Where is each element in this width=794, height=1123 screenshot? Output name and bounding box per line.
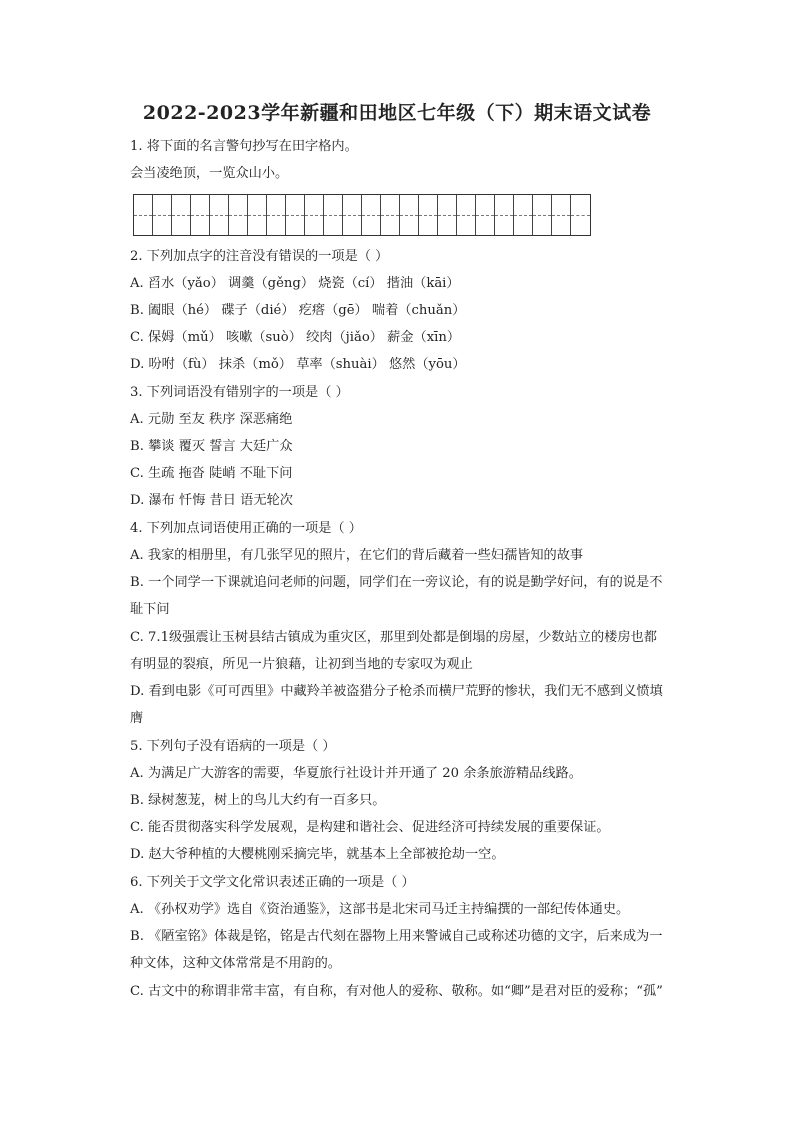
- grid-cell: [153, 195, 172, 235]
- grid-cell: [191, 195, 210, 235]
- line-q2-c: C. 保姆（mǔ） 咳嗽（suò） 绞肉（jiǎo） 薪金（xīn）: [130, 330, 461, 345]
- line-q6-b: B. 《陋室铭》体裁是铭，铭是古代刻在器物上用来警诫自己或称述功德的文字，后来成为一: [130, 929, 663, 944]
- line-q6-c: C. 古文中的称谓非常丰富，有自称，有对他人的爱称、敬称。如“卿”是君对臣的爱称；“孤”: [130, 984, 663, 999]
- line-q4: 4. 下列加点词语使用正确的一项是（ ）: [130, 521, 362, 536]
- grid-cell: [172, 195, 191, 235]
- line-q5-d: D. 赵大爷种植的大樱桃刚采摘完毕，就基本上全部被抢劫一空。: [130, 847, 505, 862]
- grid-cell: [343, 195, 362, 235]
- grid-cell: [571, 195, 590, 235]
- line-q4-d: D. 看到电影《可可西里》中藏羚羊被盗猎分子枪杀而横尸荒野的惨状，我们无不感到义愤填: [130, 684, 663, 699]
- line-q2-b: B. 阖眼（hé） 碟子（dié） 疙瘩（gē） 喘着（chuǎn）: [130, 303, 466, 318]
- grid-cell: [324, 195, 343, 235]
- line-q6-b-cont: 种文体，这种文体常常是不用韵的。: [130, 956, 341, 971]
- line-q5: 5. 下列句子没有语病的一项是（ ）: [130, 739, 336, 754]
- grid-cell: [134, 195, 153, 235]
- grid-cell: [400, 195, 419, 235]
- line-q2: 2. 下列加点字的注音没有错误的一项是（ ）: [130, 249, 389, 264]
- line-q3-c: C. 生疏 拖沓 陡峭 不耻下问: [130, 466, 293, 481]
- line-q2-d: D. 吩咐（fù） 抹杀（mǒ） 草率（shuài） 悠然（yōu）: [130, 357, 466, 372]
- grid-cell: [457, 195, 476, 235]
- line-q3-d: D. 瀑布 忏悔 昔日 语无轮次: [130, 493, 293, 508]
- grid-cell: [286, 195, 305, 235]
- grid-cell: [362, 195, 381, 235]
- grid-cell: [305, 195, 324, 235]
- grid-cell: [495, 195, 514, 235]
- line-q3-b: B. 攀谈 覆灭 誓言 大廷广众: [130, 439, 293, 454]
- line-q3-a: A. 元勋 至友 秩序 深恶痛绝: [130, 412, 293, 427]
- line-q5-c: C. 能否贯彻落实科学发展观，是构建和谐社会、促进经济可持续发展的重要保证。: [130, 820, 610, 835]
- line-q1: 1. 将下面的名言警句抄写在田字格内。: [130, 139, 358, 154]
- tianzige-grid: [133, 194, 591, 236]
- line-q4-c: C. 7.1级强震让玉树县结古镇成为重灾区，那里到处都是倒塌的房屋，少数站立的楼房也都: [130, 630, 657, 645]
- grid-cell: [248, 195, 267, 235]
- line-q4-c-cont: 有明显的裂痕，所见一片狼藉，让初到当地的专家叹为观止: [130, 657, 473, 672]
- page-title: 2022-2023学年新疆和田地区七年级（下）期末语文试卷: [142, 102, 652, 124]
- line-q4-b: B. 一个同学一下课就追问老师的问题，同学们在一旁议论，有的说是勤学好问，有的说是不: [130, 575, 663, 590]
- line-q4-b-cont: 耻下问: [130, 602, 170, 617]
- grid-cell: [438, 195, 457, 235]
- grid-cell: [210, 195, 229, 235]
- line-q5-a: A. 为满足广大游客的需要，华夏旅行社设计并开通了 20 余条旅游精品线路。: [130, 766, 582, 781]
- grid-cell: [267, 195, 286, 235]
- line-q4-d-cont: 膺: [130, 711, 144, 726]
- grid-cell: [476, 195, 495, 235]
- line-q3: 3. 下列词语没有错别字的一项是（ ）: [130, 385, 349, 400]
- grid-cell: [229, 195, 248, 235]
- line-q4-a: A. 我家的相册里，有几张罕见的照片，在它们的背后藏着一些妇孺皆知的故事: [130, 548, 584, 563]
- line-q6-a: A. 《孙权劝学》选自《资治通鉴》，这部书是北宋司马迁主持编撰的一部纪传体通史。: [130, 902, 630, 917]
- grid-cell: [381, 195, 400, 235]
- line-q6: 6. 下列关于文学文化常识表述正确的一项是（ ）: [130, 875, 415, 890]
- line-q2-a: A. 舀水（yǎo） 调羹（gěng） 烧瓷（cí） 揩油（kāi）: [130, 276, 460, 291]
- grid-cell: [514, 195, 533, 235]
- grid-cell: [552, 195, 571, 235]
- grid-cell: [533, 195, 552, 235]
- line-q5-b: B. 绿树葱茏，树上的鸟儿大约有一百多只。: [130, 793, 386, 808]
- grid-cell: [419, 195, 438, 235]
- line-quote: 会当凌绝顶，一览众山小。: [130, 166, 289, 181]
